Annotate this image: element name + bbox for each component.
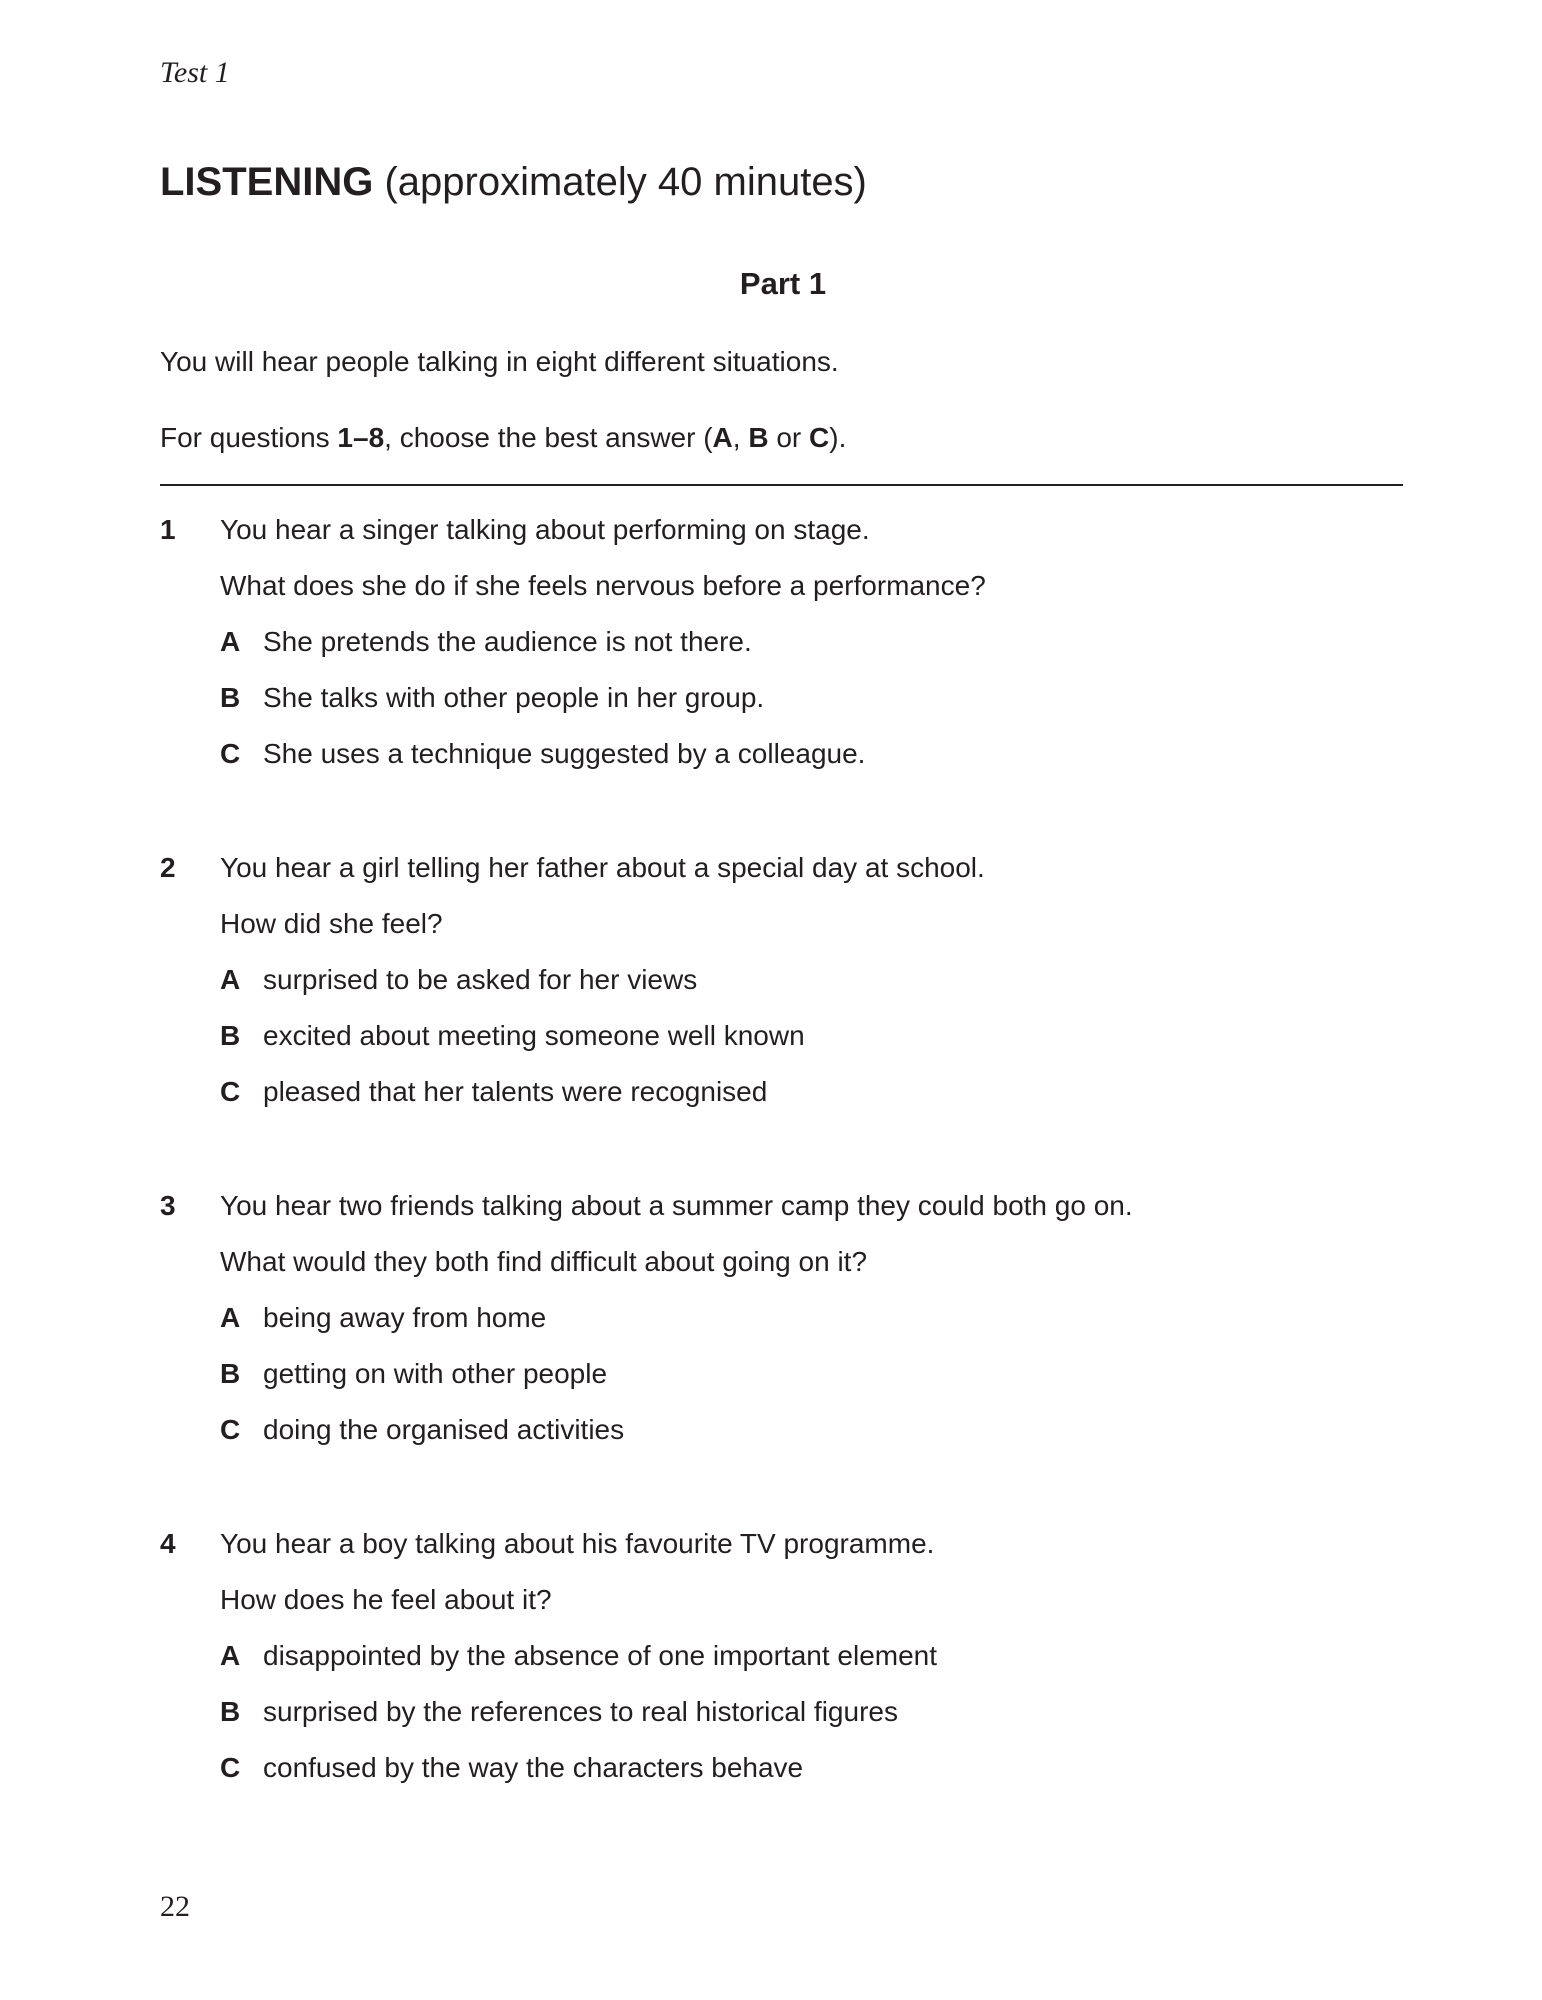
option-letter: C	[220, 1752, 241, 1783]
option-c	[160, 1413, 1420, 1469]
option-letter: A	[220, 1640, 241, 1671]
instruction-text: or	[768, 422, 810, 453]
option-text: pleased that her talents were recognised	[263, 1076, 768, 1107]
option-letter: B	[220, 682, 241, 713]
option-text: getting on with other people	[263, 1358, 608, 1389]
option-text: She pretends the audience is not there.	[263, 626, 752, 657]
option-text: She uses a technique suggested by a colleague.	[263, 738, 866, 769]
question-number: 4	[160, 1528, 176, 1559]
question-context: You hear a girl telling her father about a special day at school.	[220, 852, 985, 883]
question-prompt: What does she do if she feels nervous before a performance?	[220, 570, 986, 601]
option-text: excited about meeting someone well known	[263, 1020, 805, 1051]
option-b	[160, 1019, 1420, 1075]
section-title	[160, 158, 867, 206]
option-a	[160, 625, 1420, 681]
option-letter: C	[220, 1414, 241, 1445]
question-number: 1	[160, 514, 176, 545]
option-a	[160, 1639, 1420, 1695]
option-text: disappointed by the absence of one important element	[263, 1640, 938, 1671]
option-c	[160, 1751, 1420, 1807]
option-a	[160, 1301, 1420, 1357]
question-context: You hear a singer talking about performing on stage.	[220, 514, 870, 545]
divider-rule	[160, 484, 1403, 486]
option-b	[160, 681, 1420, 737]
question-number: 2	[160, 852, 176, 883]
instruction-text: , choose the best answer (	[384, 422, 713, 453]
question-prompt: What would they both find difficult about going on it?	[220, 1246, 868, 1277]
question-prompt: How did she feel?	[220, 908, 443, 939]
question-2	[160, 851, 1420, 1131]
option-letter: B	[220, 1358, 241, 1389]
option-text: doing the organised activities	[263, 1414, 625, 1445]
question-context: You hear two friends talking about a summer camp they could both go on.	[220, 1190, 1133, 1221]
running-head: Test 1	[160, 56, 230, 89]
question-context: You hear a boy talking about his favourite TV programme.	[220, 1528, 935, 1559]
instruction-option-a: A	[712, 422, 733, 453]
instruction-option-b: B	[748, 422, 769, 453]
option-letter: B	[220, 1696, 241, 1727]
instruction-range: 1–8	[337, 422, 385, 453]
option-letter: A	[220, 626, 241, 657]
question-4	[160, 1527, 1420, 1807]
instruction-line-1: You will hear people talking in eight different situations.	[160, 346, 839, 377]
option-text: confused by the way the characters behave	[263, 1752, 804, 1783]
option-letter: B	[220, 1020, 241, 1051]
instruction-text: For questions	[160, 422, 338, 453]
option-text: She talks with other people in her group.	[263, 682, 765, 713]
option-text: being away from home	[263, 1302, 547, 1333]
option-letter: C	[220, 738, 241, 769]
instruction-text: ).	[829, 422, 847, 453]
question-3	[160, 1189, 1420, 1469]
option-a	[160, 963, 1420, 1019]
section-title-bold: LISTENING	[160, 160, 374, 204]
question-list	[160, 513, 1420, 1865]
question-number: 3	[160, 1190, 176, 1221]
instruction-option-c: C	[809, 422, 830, 453]
part-title: Part 1	[739, 266, 827, 301]
option-text: surprised to be asked for her views	[263, 964, 698, 995]
question-1	[160, 513, 1420, 793]
instruction-text: ,	[732, 422, 749, 453]
option-letter: A	[220, 964, 241, 995]
option-c	[160, 1075, 1420, 1131]
option-letter: C	[220, 1076, 241, 1107]
option-b	[160, 1357, 1420, 1413]
question-prompt: How does he feel about it?	[220, 1584, 552, 1615]
option-text: surprised by the references to real historical figures	[263, 1696, 898, 1727]
section-title-rest: (approximately 40 minutes)	[373, 160, 867, 204]
option-letter: A	[220, 1302, 241, 1333]
instruction-line-2	[160, 422, 846, 454]
option-c	[160, 737, 1420, 793]
page-number: 22	[160, 1890, 190, 1923]
option-b	[160, 1695, 1420, 1751]
